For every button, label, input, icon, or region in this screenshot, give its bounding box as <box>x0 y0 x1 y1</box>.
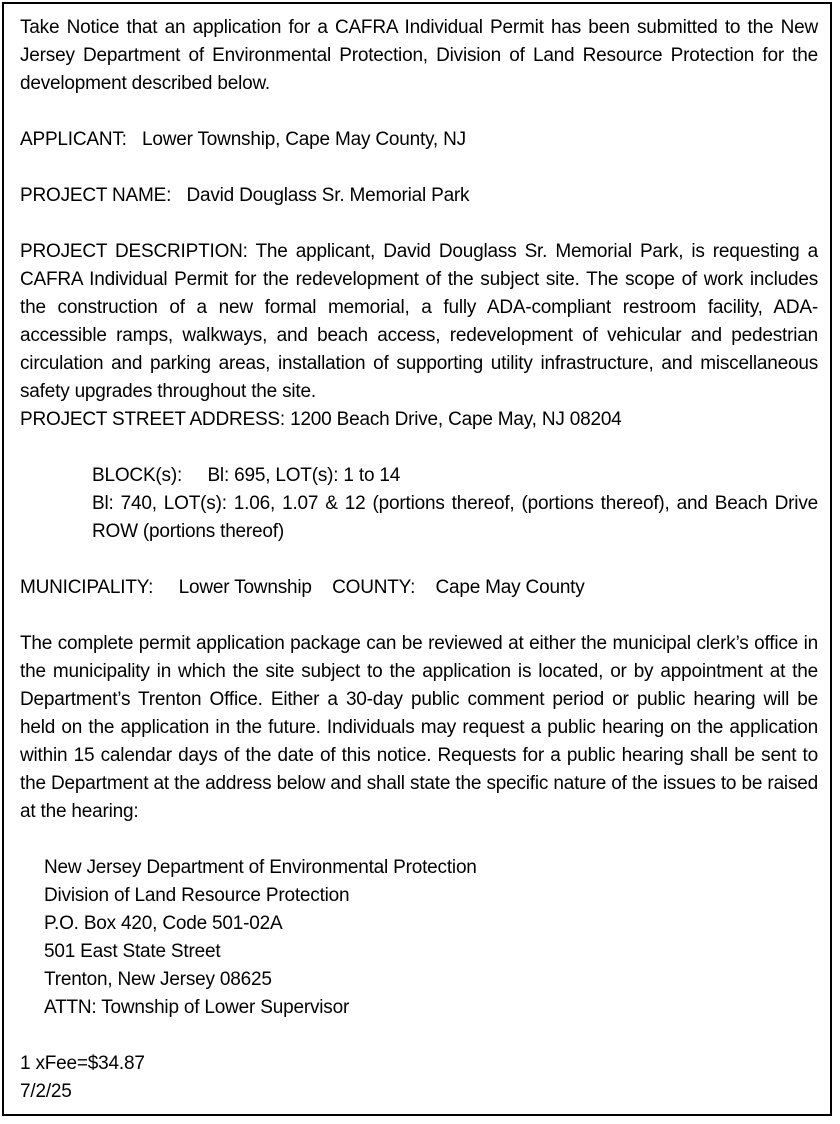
mailing-address <box>20 854 818 1022</box>
fee-line: 1 xFee=$34.87 <box>20 1053 145 1074</box>
spacer <box>20 154 818 182</box>
project-description-label: PROJECT DESCRIPTION: <box>20 241 248 262</box>
project-address-line <box>20 406 818 434</box>
applicant-line <box>20 126 818 154</box>
municipality-label: MUNICIPALITY: <box>20 577 154 598</box>
spacer <box>20 1022 818 1050</box>
block-line-1 <box>92 462 818 490</box>
address-line: ATTN: Township of Lower Supervisor <box>44 997 350 1018</box>
address-line: Trenton, New Jersey 08625 <box>44 969 272 990</box>
spacer <box>20 210 818 238</box>
project-address-label: PROJECT STREET ADDRESS: <box>20 409 285 430</box>
spacer <box>20 546 818 574</box>
address-line: Division of Land Resource Protection <box>44 885 350 906</box>
legal-notice <box>2 2 832 1116</box>
address-line: 501 East State Street <box>44 941 221 962</box>
body-paragraph: The complete permit application package can be reviewed at either the municipal clerk’s office in the municipality in which the site subject to the application is located, or by appointment at the Department’s Trenton Office. Either a 30-day public comment period or public hearing will be held on the application in the future. Individuals may request a public hearing on the application within 15 calendar days of the date of this notice. Requests for a public hearing shall be sent to the Department at the address below and shall state the specific nature of the issues to be raised at the hearing: <box>20 633 818 822</box>
project-description-value: The applicant, David Douglass Sr. Memorial Park, is requesting a CAFRA Individual Permit for the redevelopment of the subject site. The scope of work includes the construction of a new formal memorial, a fully ADA-compliant restroom facility, ADA-accessible ramps, walkways, and beach access, redevelopment of vehicular and pedestrian circulation and parking areas, installation of supporting utility infrastructure, and miscellaneous safety upgrades throughout the site. <box>20 241 818 402</box>
project-name-line <box>20 182 818 210</box>
project-name-label: PROJECT NAME: <box>20 185 172 206</box>
project-description <box>20 238 818 406</box>
block-lot-section <box>20 462 818 546</box>
address-line: P.O. Box 420, Code 501-02A <box>44 913 283 934</box>
block-label: BLOCK(s): <box>92 465 183 486</box>
municipality-value: Lower Township <box>178 577 312 598</box>
applicant-value: Lower Township, Cape May County, NJ <box>142 129 466 150</box>
county-value: Cape May County <box>435 577 585 598</box>
spacer <box>20 434 818 462</box>
applicant-label: APPLICANT: <box>20 129 127 150</box>
municipality-line <box>20 574 818 602</box>
spacer <box>20 98 818 126</box>
block-line-1-value: Bl: 695, LOT(s): 1 to 14 <box>207 465 401 486</box>
spacer <box>20 602 818 630</box>
project-name-value: David Douglass Sr. Memorial Park <box>186 185 470 206</box>
spacer <box>20 826 818 854</box>
county-label: COUNTY: <box>332 577 416 598</box>
address-line: New Jersey Department of Environmental Protection <box>44 857 477 878</box>
notice-date: 7/2/25 <box>20 1081 72 1102</box>
block-line-2: Bl: 740, LOT(s): 1.06, 1.07 & 12 (portions thereof, (portions thereof), and Beach Drive ROW (portions thereof) <box>92 493 818 542</box>
intro-paragraph: Take Notice that an application for a CAFRA Individual Permit has been submitted to the New Jersey Department of Environmental Protection, Division of Land Resource Protection for the development described below. <box>20 17 818 94</box>
project-address-value: 1200 Beach Drive, Cape May, NJ 08204 <box>290 409 622 430</box>
